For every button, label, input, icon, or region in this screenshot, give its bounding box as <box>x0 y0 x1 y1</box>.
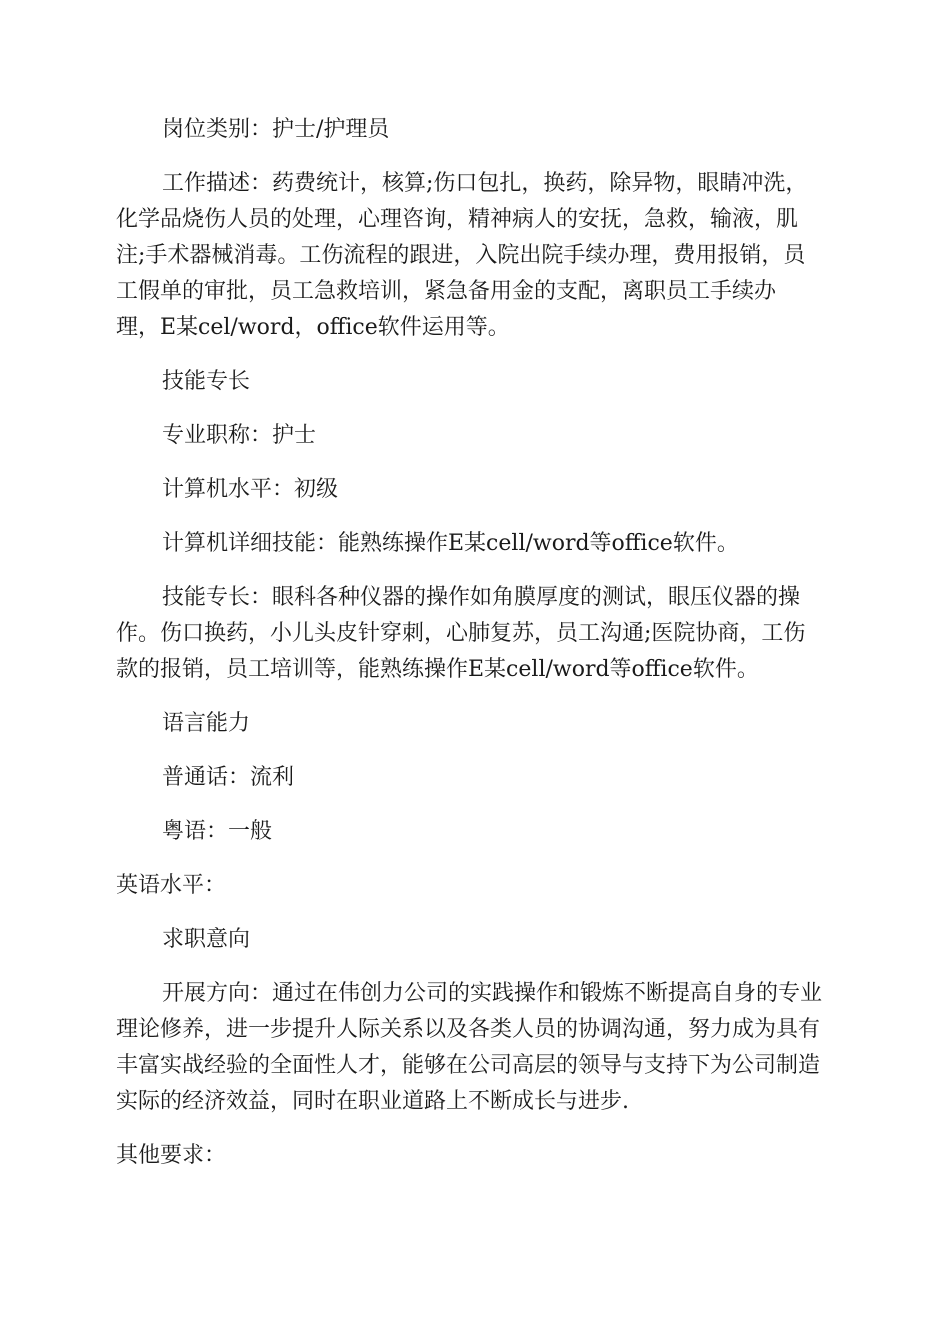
text-line: 化学品烧伤人员的处理，心理咨询，精神病人的安抚，急救，输液，肌 <box>116 207 799 232</box>
paragraph-job-category <box>116 112 836 148</box>
text-line: 语言能力 <box>162 711 251 736</box>
paragraph-computer-skills <box>116 526 836 562</box>
text-line: 实际的经济效益，同时在职业道路上不断成长与进步. <box>116 1089 629 1114</box>
text-line: 技能专长 <box>162 369 251 394</box>
paragraph-skill-specialty <box>116 580 836 688</box>
section-heading-language <box>116 706 836 742</box>
text-line: 岗位类别：护士/护理员 <box>162 117 390 142</box>
paragraph-computer-level <box>116 472 836 508</box>
text-line: 技能专长：眼科各种仪器的操作如角膜厚度的测试，眼压仪器的操 <box>162 585 801 610</box>
text-line: 工作描述：药费统计，核算;伤口包扎，换药，除异物，眼睛冲洗， <box>162 171 808 196</box>
text-line: 其他要求： <box>116 1143 227 1168</box>
section-heading-skills <box>116 364 836 400</box>
document-page <box>116 112 836 1192</box>
text-line: 专业职称：护士 <box>162 423 317 448</box>
paragraph-development-direction <box>116 976 836 1120</box>
text-line: 注;手术器械消毒。工伤流程的跟进，入院出院手续办理，费用报销，员 <box>116 243 806 268</box>
text-line: 粤语：一般 <box>162 819 273 844</box>
text-line: 英语水平： <box>116 873 227 898</box>
text-line: 作。伤口换药，小儿头皮针穿刺，心肺复苏，员工沟通;医院协商，工伤 <box>116 621 806 646</box>
text-line: 理论修养，进一步提升人际关系以及各类人员的协调沟通，努力成为具有 <box>116 1017 821 1042</box>
text-line: 开展方向：通过在伟创力公司的实践操作和锻炼不断提高自身的专业 <box>162 981 823 1006</box>
text-line: 普通话：流利 <box>162 765 295 790</box>
text-line: 丰富实战经验的全面性人才，能够在公司高层的领导与支持下为公司制造 <box>116 1053 821 1078</box>
text-line: 款的报销，员工培训等，能熟练操作E某cell/word等office软件。 <box>116 657 759 682</box>
text-line: 计算机水平：初级 <box>162 477 339 502</box>
text-line: 求职意向 <box>162 927 251 952</box>
paragraph-english-level <box>116 868 836 904</box>
text-line: 工假单的审批，员工急救培训，紧急备用金的支配，离职员工手续办 <box>116 279 777 304</box>
text-line: 理，E某cel/word，office软件运用等。 <box>116 315 510 340</box>
paragraph-job-description <box>116 166 836 346</box>
paragraph-cantonese <box>116 814 836 850</box>
paragraph-professional-title <box>116 418 836 454</box>
text-line: 计算机详细技能：能熟练操作E某cell/word等office软件。 <box>162 531 739 556</box>
section-heading-job-intention <box>116 922 836 958</box>
paragraph-mandarin <box>116 760 836 796</box>
paragraph-other-requirements <box>116 1138 836 1174</box>
